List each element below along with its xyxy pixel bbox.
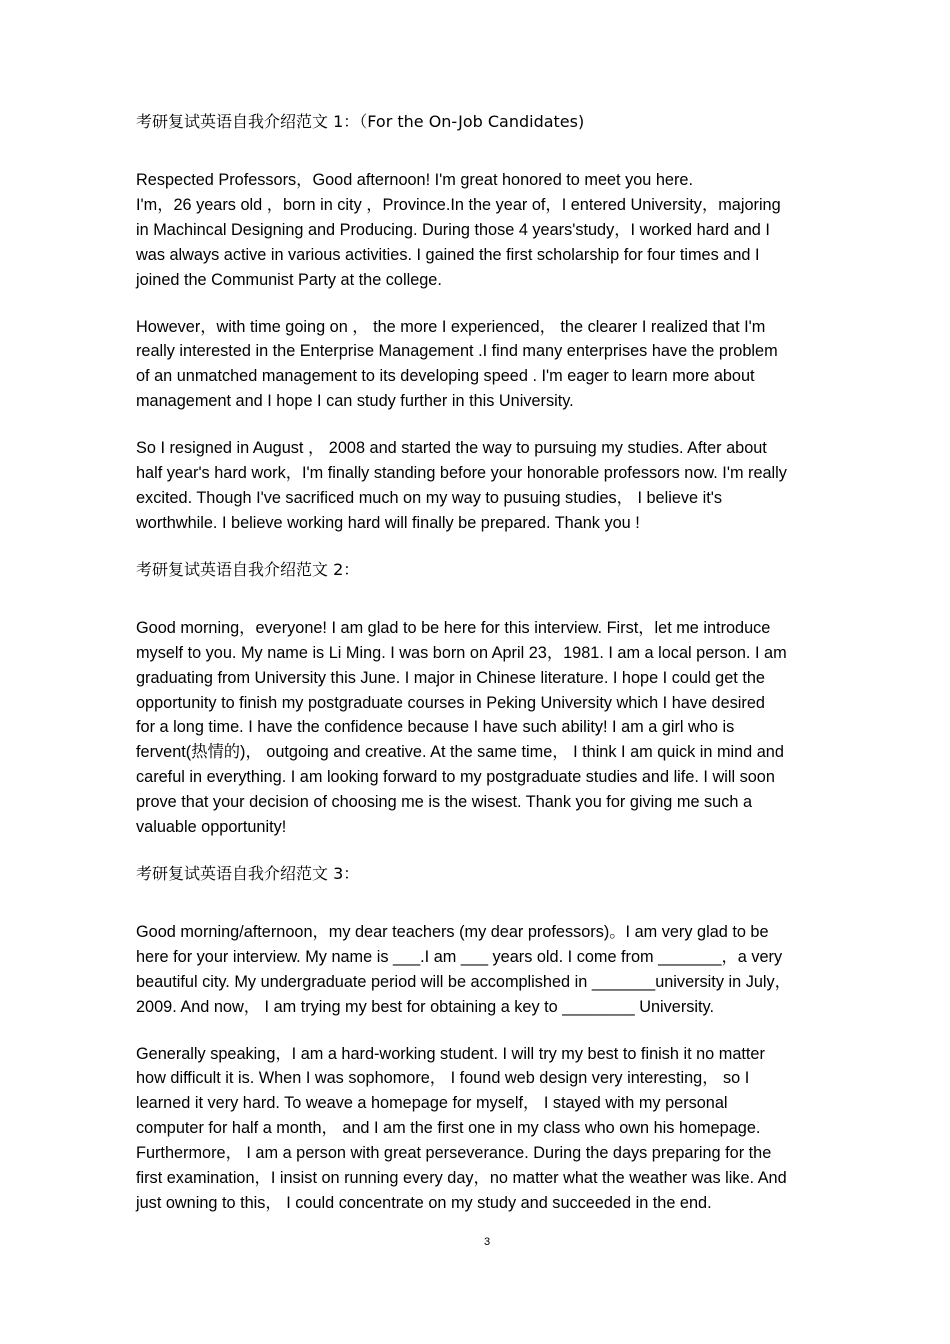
paragraph: Good morning，everyone! I am glad to be here for this interview. First，let me introduce myself to you. My name is Li Ming. I was born on April 23，1981. I am a local person. I am graduating from University this June. I major in Chinese literature. I hope I could get the opportunity to finish my postgraduate courses in Peking University which I have desired for a long time. I have the confidence because I have such ability! I am a girl who is fervent(热情的)， outgoing and creative. At the same time， I think I am quick in mind and careful in everything. I am looking forward to my postgraduate studies and life. I will soon prove that your decision of choosing me is the wisest. Thank you for giving me such a valuable opportunity! bbox=[136, 618, 787, 837]
section-heading-2: 考研复试英语自我介绍范文 2： bbox=[136, 559, 360, 579]
section-heading-1: 考研复试英语自我介绍范文 1：（For the On-Job Candidates) bbox=[136, 112, 585, 131]
paragraph: Generally speaking，I am a hard-working student. I will try my best to finish it no matter how difficult it is. When I was sophomore， I found web design very interesting， so I learned it very hard. To weave a homepage for myself， I stayed with my personal computer for half a month， and I am the first one in my class who own his homepage. Furthermore， I am a person with great perseverance. During the days preparing for the first examination，I insist on running every day，no matter what the weather was like. And just owning to this， I could concentrate on my study and succeeded in the end. bbox=[136, 1044, 787, 1212]
paragraph: So I resigned in August ， 2008 and started the way to pursuing my studies. After about half year's hard work，I'm finally standing before your honorable professors now. I'm really excited. Though I've sacrificed much on my way to pusuing studies， I believe it's worthwhile. I believe working hard will finally be prepared. Thank you ! bbox=[136, 439, 787, 532]
page-number: 3 bbox=[483, 1236, 491, 1248]
paragraph: Good morning/afternoon，my dear teachers (my dear professors)。I am very glad to be here for your interview. My name is ___.I am ___ years old. I come from _______，a very beautiful city. My undergraduate period will be accomplished in _______university in July， 2009. And now， I am trying my best for obtaining a key to ________ University. bbox=[136, 922, 791, 1016]
paragraph: However，with time going on ， the more I experienced， the clearer I realized that I'm really interested in the Enterprise Management .I find many enterprises have the problem of an unmatched management to its developing speed . I'm eager to learn more about management and I hope I can study further in this University. bbox=[136, 317, 778, 411]
paragraph: Respected Professors，Good afternoon! I'm great honored to meet you here. I'm，26 years old ，born in city ，Province.In the year of，I entered University，majoring in Machincal Designing and Producing. During those 4 years'study，I worked hard and I was always active in various activities. I gained the first scholarship for four times and I joined the Communist Party at the college. bbox=[136, 171, 781, 289]
document-body bbox=[136, 110, 838, 1216]
section-heading-3: 考研复试英语自我介绍范文 3： bbox=[136, 863, 360, 883]
